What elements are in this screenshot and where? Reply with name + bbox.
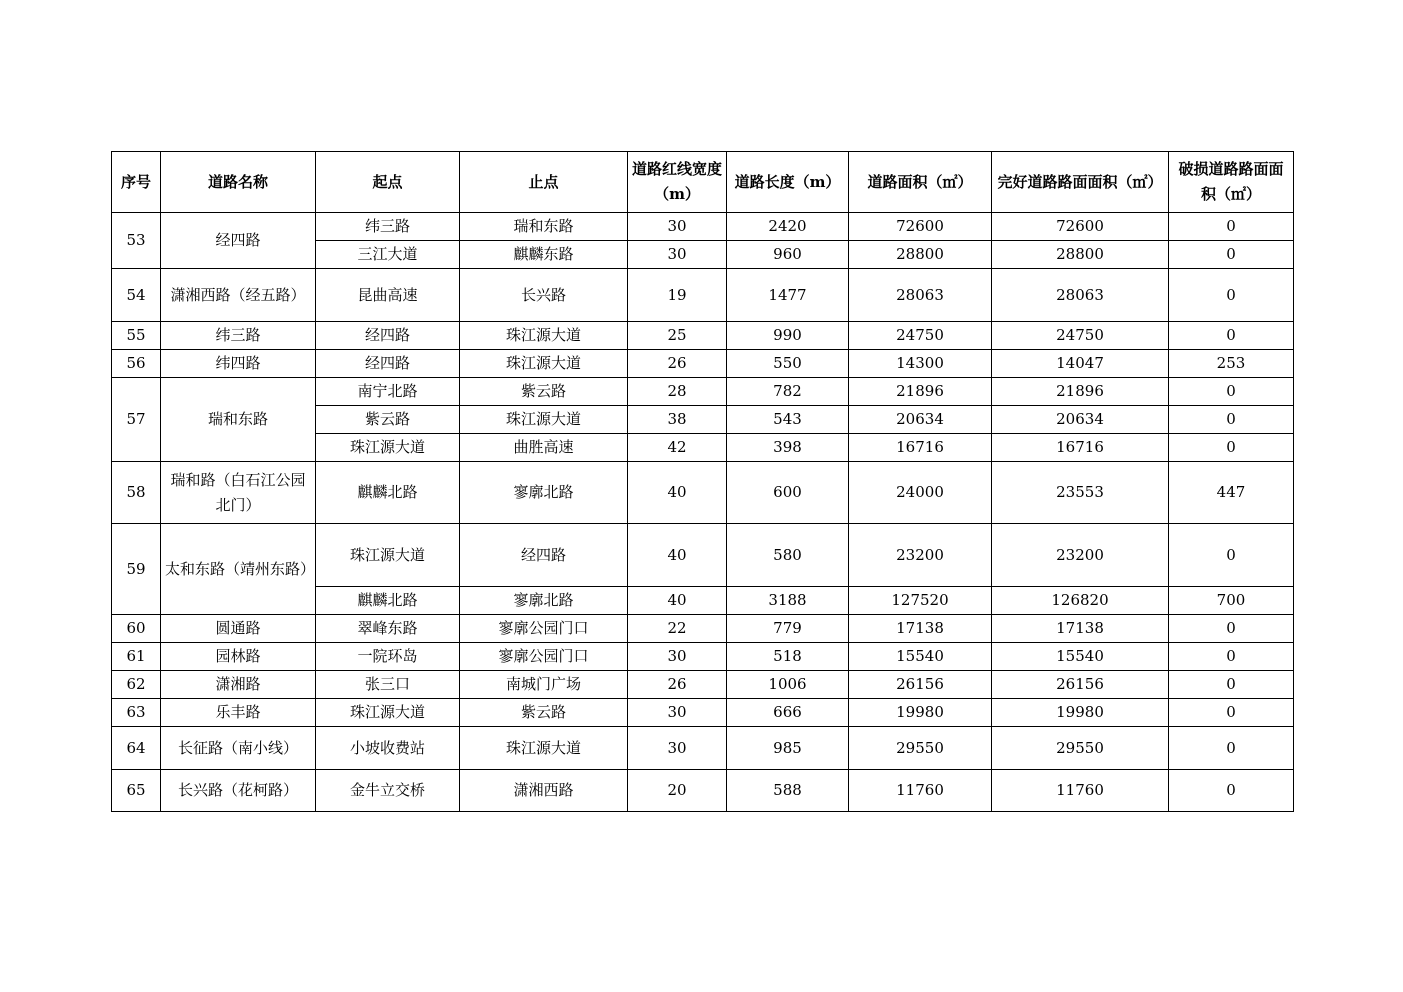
damaged-area: 0 (1169, 269, 1294, 322)
red-line-width: 25 (628, 322, 727, 350)
road-length: 588 (727, 770, 849, 812)
good-area: 20634 (992, 406, 1169, 434)
row-number: 57 (112, 378, 161, 462)
damaged-area: 0 (1169, 671, 1294, 699)
road-length: 600 (727, 462, 849, 524)
table-row (112, 350, 1294, 378)
row-number: 54 (112, 269, 161, 322)
road-area: 23200 (849, 524, 992, 587)
good-area: 26156 (992, 671, 1169, 699)
table-row (112, 213, 1294, 241)
road-name: 长兴路（花柯路） (161, 770, 316, 812)
road-area: 17138 (849, 615, 992, 643)
table-row (112, 615, 1294, 643)
road-name: 园林路 (161, 643, 316, 671)
start-point: 珠江源大道 (316, 699, 460, 727)
row-number: 64 (112, 727, 161, 770)
road-area: 72600 (849, 213, 992, 241)
good-area: 23200 (992, 524, 1169, 587)
good-area: 28800 (992, 241, 1169, 269)
end-point: 经四路 (460, 524, 628, 587)
red-line-width: 30 (628, 213, 727, 241)
road-length: 2420 (727, 213, 849, 241)
good-area: 11760 (992, 770, 1169, 812)
damaged-area: 447 (1169, 462, 1294, 524)
damaged-area: 0 (1169, 727, 1294, 770)
table-row (112, 378, 1294, 406)
good-area: 23553 (992, 462, 1169, 524)
table-row (112, 322, 1294, 350)
end-point: 曲胜高速 (460, 434, 628, 462)
start-point: 珠江源大道 (316, 524, 460, 587)
start-point: 三江大道 (316, 241, 460, 269)
road-name: 潇湘西路（经五路） (161, 269, 316, 322)
road-area: 28063 (849, 269, 992, 322)
good-area: 72600 (992, 213, 1169, 241)
table-row (112, 699, 1294, 727)
start-point: 张三口 (316, 671, 460, 699)
road-length: 543 (727, 406, 849, 434)
road-length: 782 (727, 378, 849, 406)
end-point: 麒麟东路 (460, 241, 628, 269)
end-point: 寥廓北路 (460, 587, 628, 615)
red-line-width: 30 (628, 643, 727, 671)
table-row (112, 671, 1294, 699)
row-number: 63 (112, 699, 161, 727)
red-line-width: 40 (628, 587, 727, 615)
row-number: 59 (112, 524, 161, 615)
road-area: 24750 (849, 322, 992, 350)
road-length: 518 (727, 643, 849, 671)
road-name: 纬三路 (161, 322, 316, 350)
end-point: 紫云路 (460, 378, 628, 406)
damaged-area: 0 (1169, 699, 1294, 727)
red-line-width: 26 (628, 350, 727, 378)
red-line-width: 42 (628, 434, 727, 462)
header-row (112, 152, 1294, 213)
red-line-width: 30 (628, 727, 727, 770)
road-name: 太和东路（靖州东路） (161, 524, 316, 615)
start-point: 小坡收费站 (316, 727, 460, 770)
damaged-area: 0 (1169, 406, 1294, 434)
red-line-width: 20 (628, 770, 727, 812)
road-length: 666 (727, 699, 849, 727)
road-area: 29550 (849, 727, 992, 770)
good-area: 28063 (992, 269, 1169, 322)
red-line-width: 30 (628, 241, 727, 269)
start-point: 金牛立交桥 (316, 770, 460, 812)
header-cell: 道路面积（㎡） (849, 152, 992, 213)
good-area: 19980 (992, 699, 1169, 727)
road-area: 28800 (849, 241, 992, 269)
header-cell: 破损道路路面面积（㎡） (1169, 152, 1294, 213)
good-area: 15540 (992, 643, 1169, 671)
red-line-width: 40 (628, 524, 727, 587)
end-point: 潇湘西路 (460, 770, 628, 812)
start-point: 经四路 (316, 322, 460, 350)
good-area: 126820 (992, 587, 1169, 615)
end-point: 南城门广场 (460, 671, 628, 699)
good-area: 24750 (992, 322, 1169, 350)
start-point: 麒麟北路 (316, 462, 460, 524)
row-number: 65 (112, 770, 161, 812)
good-area: 17138 (992, 615, 1169, 643)
road-length: 3188 (727, 587, 849, 615)
damaged-area: 0 (1169, 770, 1294, 812)
red-line-width: 26 (628, 671, 727, 699)
table-row (112, 524, 1294, 587)
road-name: 圆通路 (161, 615, 316, 643)
road-area: 19980 (849, 699, 992, 727)
start-point: 南宁北路 (316, 378, 460, 406)
end-point: 长兴路 (460, 269, 628, 322)
row-number: 58 (112, 462, 161, 524)
red-line-width: 40 (628, 462, 727, 524)
end-point: 珠江源大道 (460, 350, 628, 378)
damaged-area: 253 (1169, 350, 1294, 378)
road-area: 20634 (849, 406, 992, 434)
end-point: 珠江源大道 (460, 322, 628, 350)
road-area: 11760 (849, 770, 992, 812)
road-name: 长征路（南小线） (161, 727, 316, 770)
good-area: 14047 (992, 350, 1169, 378)
red-line-width: 38 (628, 406, 727, 434)
end-point: 珠江源大道 (460, 406, 628, 434)
header-cell: 完好道路路面面积（㎡） (992, 152, 1169, 213)
road-length: 985 (727, 727, 849, 770)
road-area: 14300 (849, 350, 992, 378)
start-point: 珠江源大道 (316, 434, 460, 462)
road-name: 纬四路 (161, 350, 316, 378)
row-number: 60 (112, 615, 161, 643)
start-point: 纬三路 (316, 213, 460, 241)
road-area: 24000 (849, 462, 992, 524)
road-length: 960 (727, 241, 849, 269)
road-area: 16716 (849, 434, 992, 462)
end-point: 寥廓北路 (460, 462, 628, 524)
road-name: 经四路 (161, 213, 316, 269)
damaged-area: 0 (1169, 615, 1294, 643)
row-number: 62 (112, 671, 161, 699)
road-area: 127520 (849, 587, 992, 615)
road-length: 580 (727, 524, 849, 587)
start-point: 麒麟北路 (316, 587, 460, 615)
table-row (112, 643, 1294, 671)
damaged-area: 0 (1169, 643, 1294, 671)
road-name: 乐丰路 (161, 699, 316, 727)
road-length: 779 (727, 615, 849, 643)
row-number: 53 (112, 213, 161, 269)
damaged-area: 0 (1169, 434, 1294, 462)
table-row (112, 727, 1294, 770)
start-point: 昆曲高速 (316, 269, 460, 322)
red-line-width: 30 (628, 699, 727, 727)
start-point: 一院环岛 (316, 643, 460, 671)
road-area: 26156 (849, 671, 992, 699)
road-length: 1006 (727, 671, 849, 699)
end-point: 寥廓公园门口 (460, 615, 628, 643)
damaged-area: 0 (1169, 378, 1294, 406)
good-area: 21896 (992, 378, 1169, 406)
header-cell: 道路红线宽度（m） (628, 152, 727, 213)
row-number: 55 (112, 322, 161, 350)
damaged-area: 0 (1169, 213, 1294, 241)
damaged-area: 0 (1169, 241, 1294, 269)
road-area: 15540 (849, 643, 992, 671)
end-point: 珠江源大道 (460, 727, 628, 770)
row-number: 56 (112, 350, 161, 378)
start-point: 翠峰东路 (316, 615, 460, 643)
start-point: 经四路 (316, 350, 460, 378)
row-number: 61 (112, 643, 161, 671)
start-point: 紫云路 (316, 406, 460, 434)
good-area: 29550 (992, 727, 1169, 770)
header-cell: 止点 (460, 152, 628, 213)
red-line-width: 19 (628, 269, 727, 322)
table-row (112, 269, 1294, 322)
good-area: 16716 (992, 434, 1169, 462)
end-point: 寥廓公园门口 (460, 643, 628, 671)
road-length: 550 (727, 350, 849, 378)
end-point: 瑞和东路 (460, 213, 628, 241)
header-cell: 道路长度（m） (727, 152, 849, 213)
damaged-area: 0 (1169, 322, 1294, 350)
road-length: 398 (727, 434, 849, 462)
road-name: 瑞和东路 (161, 378, 316, 462)
road-area-table (111, 151, 1294, 812)
header-cell: 道路名称 (161, 152, 316, 213)
table-row (112, 770, 1294, 812)
road-name: 潇湘路 (161, 671, 316, 699)
red-line-width: 28 (628, 378, 727, 406)
road-length: 990 (727, 322, 849, 350)
end-point: 紫云路 (460, 699, 628, 727)
red-line-width: 22 (628, 615, 727, 643)
header-cell: 起点 (316, 152, 460, 213)
road-length: 1477 (727, 269, 849, 322)
damaged-area: 700 (1169, 587, 1294, 615)
table-row (112, 462, 1294, 524)
damaged-area: 0 (1169, 524, 1294, 587)
road-area: 21896 (849, 378, 992, 406)
road-name: 瑞和路（白石江公园北门） (161, 462, 316, 524)
header-cell: 序号 (112, 152, 161, 213)
